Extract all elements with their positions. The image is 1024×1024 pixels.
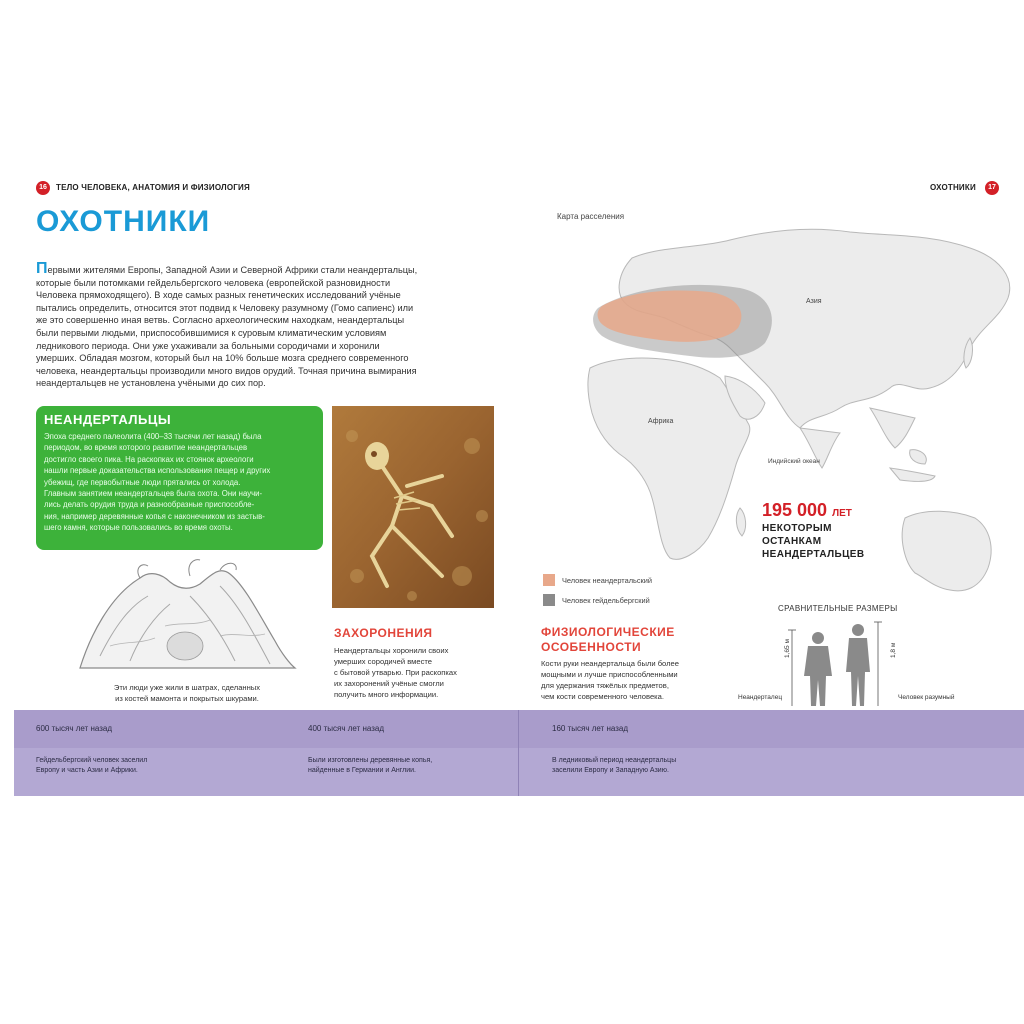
physiology-line: мощными и лучше приспособленными	[541, 670, 678, 679]
burials-text	[334, 645, 494, 700]
intro-line: неандертальцев не установлена учёными до сих пор.	[36, 378, 266, 389]
physiology-line: чем кости современного человека.	[541, 692, 665, 701]
intro-line: человека, неандертальцы производили много видов орудий. Точная причина вымирания	[36, 365, 417, 376]
intro-line: пытались определить, относится этот подвид к Человеку разумному (Гомо сапиенс) или	[36, 302, 414, 313]
left-running-head: ТЕЛО ЧЕЛОВЕКА, АНАТОМИЯ И ФИЗИОЛОГИЯ	[56, 183, 250, 192]
neanderthal-height: 1,65 м	[784, 639, 791, 658]
neanderthals-line: Эпоха среднего палеолита (400–33 тысячи лет назад) была	[44, 432, 262, 441]
timeline-event-line: Были изготовлены деревянные копья,	[308, 757, 433, 764]
burials-line: умерших сородичей вместе	[334, 657, 433, 666]
physiology-text	[541, 658, 731, 702]
timeline-event-line: заселили Европу и Западную Азию.	[552, 767, 669, 774]
mammoth-bone-hut-illustration	[70, 556, 300, 674]
neanderthals-line: ния, например деревянные копья с наконечником из застыв-	[44, 511, 265, 521]
timeline-event-line: Европу и часть Азии и Африки.	[36, 767, 138, 774]
intro-line: ервыми жителями Европы, Западной Азии и Северной Африки стали неандертальцы,	[47, 265, 418, 275]
legend-swatch-neanderthal	[543, 574, 555, 586]
right-running-head: ОХОТНИКИ	[930, 183, 976, 192]
height-comparison-figures	[780, 618, 890, 710]
neanderthal-figure	[804, 632, 832, 706]
stat-unit: ЛЕТ	[832, 508, 852, 519]
intro-dropcap: П	[36, 260, 48, 277]
timeline-band	[14, 710, 1024, 796]
timeline-body	[14, 748, 1024, 796]
map-label-asia: Азия	[806, 298, 822, 305]
timeline-event	[36, 756, 147, 776]
stat-text	[762, 522, 865, 561]
physiology-line: Кости руки неандертальца были более	[541, 659, 679, 668]
intro-line: которые были потомками гейдельбергского человека (европейской разновидности	[36, 277, 391, 288]
timeline-event-line: найденные в Германии и Англии.	[308, 767, 416, 774]
neanderthals-heading: НЕАНДЕРТАЛЬЦЫ	[44, 412, 172, 427]
neanderthal-burial-photo	[332, 406, 494, 608]
timeline-event-line: В ледниковый период неандертальцы	[552, 757, 677, 764]
burials-line: с бытовой утварью. При раскопках	[334, 668, 457, 677]
timeline-date: 600 тысяч лет назад	[36, 724, 113, 733]
physiology-heading-line: ФИЗИОЛОГИЧЕСКИЕ	[541, 625, 675, 639]
left-page-number: 16	[36, 181, 50, 195]
intro-line: умерших. Обладая мозгом, который был на 10% больше мозга среднего современного	[36, 353, 409, 364]
neanderthals-line: достигло своего пика. На раскопках их стоянок археологи	[44, 454, 254, 464]
burials-line: получить много информации.	[334, 690, 439, 699]
sapiens-height: 1,8 м	[890, 642, 897, 658]
timeline-event-line: Гейдельбергский человек заселил	[36, 757, 148, 764]
stat-line: НЕКОТОРЫМ	[762, 523, 832, 534]
sapiens-figure	[846, 624, 870, 706]
stat-line: ОСТАНКАМ	[762, 536, 822, 547]
timeline-date: 160 тысяч лет назад	[552, 724, 629, 733]
hut-caption	[62, 682, 312, 704]
neanderthals-line: нашли первые доказательства использования пещер и других	[44, 466, 271, 476]
timeline-event	[552, 756, 676, 776]
burials-heading: ЗАХОРОНЕНИЯ	[334, 626, 433, 640]
comparison-title: СРАВНИТЕЛЬНЫЕ РАЗМЕРЫ	[778, 604, 898, 613]
timeline-dates-strip	[14, 710, 1024, 746]
timeline-date: 400 тысяч лет назад	[308, 724, 385, 733]
spine-divider	[518, 710, 519, 796]
right-page-number: 17	[985, 181, 999, 195]
legend-swatch-heidelberg	[543, 594, 555, 606]
map-label-indian-ocean: Индийский океан	[768, 458, 820, 465]
legend-label-neanderthal: Человек неандертальский	[562, 576, 653, 585]
neanderthals-line: лись делать орудия труда и разнообразные приспособле-	[44, 500, 255, 510]
sapiens-label: Человек разумный	[898, 694, 955, 701]
neanderthals-line: Главным занятием неандертальцев была охота. Они научи-	[44, 489, 263, 499]
physiology-heading	[541, 625, 675, 655]
physiology-heading-line: ОСОБЕННОСТИ	[541, 640, 642, 654]
timeline-event	[308, 756, 432, 776]
neanderthals-line: шего камня, которые пользовались во время охоты.	[44, 523, 233, 533]
stat-value: 195 000	[762, 500, 828, 520]
intro-text	[36, 260, 486, 390]
map-title: Карта расселения	[557, 212, 625, 221]
legend-label-heidelberg: Человек гейдельбергский	[562, 596, 650, 605]
neanderthal-label: Неандерталец	[738, 694, 783, 701]
intro-line: Человека прямоходящего). В ходе самых разных генетических исследований учёные	[36, 290, 401, 301]
stat-number	[762, 500, 852, 521]
neanderthals-line: периодом, во время которого развитие неандертальцев	[44, 443, 248, 453]
neanderthals-box	[36, 406, 323, 550]
physiology-line: для удержания тяжёлых предметов,	[541, 681, 669, 690]
burials-line: их захоронений учёные смогли	[334, 679, 444, 688]
page-title: ОХОТНИКИ	[36, 205, 211, 238]
intro-line: были первыми людьми, приспособившимися к суровым климатическим условиям	[36, 327, 387, 338]
intro-line: же это совершенно иная ветвь. Согласно археологическим находкам, неандертальцы	[36, 315, 405, 326]
neanderthals-line: убежищ, где первобытные люди прятались от холода.	[44, 477, 241, 487]
hut-caption-line: Эти люди уже жили в шатрах, сделанных	[113, 683, 261, 692]
burials-line: Неандертальцы хоронили своих	[334, 646, 449, 655]
map-label-africa: Африка	[648, 418, 674, 425]
hut-caption-line: из костей мамонта и покрытых шкурами.	[115, 694, 259, 703]
stat-line: НЕАНДЕРТАЛЬЦЕВ	[762, 549, 865, 560]
intro-line: ледникового периода. Они уже ухаживали за больными сородичами и хоронили	[36, 340, 380, 351]
